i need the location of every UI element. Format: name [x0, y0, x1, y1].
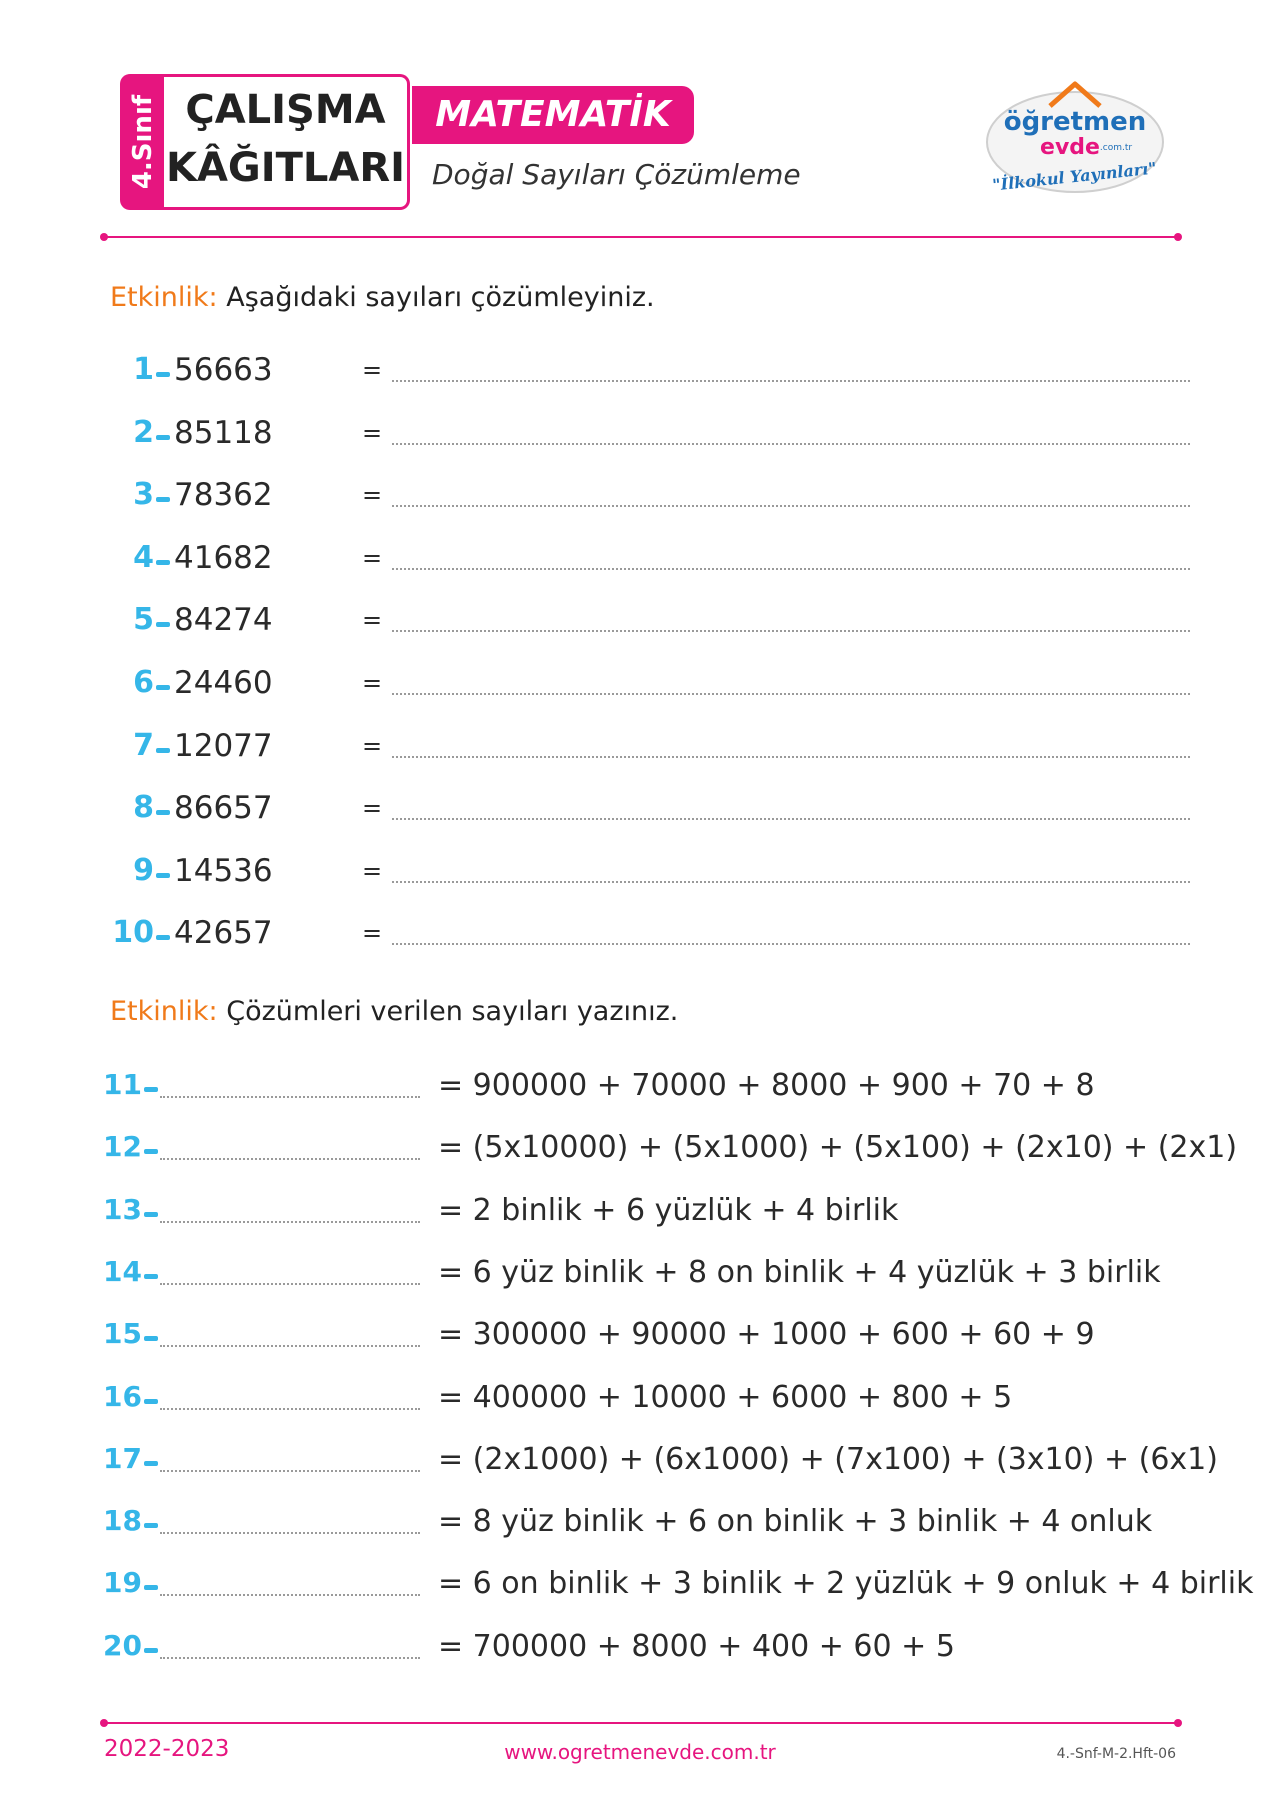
exercise-row: [98, 1441, 1218, 1488]
exercise-number: 4: [133, 539, 154, 575]
answer-blank[interactable]: [160, 1345, 420, 1347]
given-number: 12077: [174, 727, 273, 764]
equals-sign: =: [362, 669, 383, 697]
number-dash: [144, 1523, 158, 1528]
exercise-row: [110, 602, 1190, 648]
exercise-number: 5: [133, 602, 154, 638]
equals-sign: =: [362, 794, 383, 823]
exercise-number: 16: [103, 1379, 142, 1413]
exercise-number: 17: [103, 1441, 142, 1475]
exercise-number: 13: [103, 1192, 142, 1226]
equals-sign: =: [362, 919, 383, 948]
exercise-number: 14: [103, 1254, 142, 1288]
number-dash: [144, 1212, 158, 1217]
number-dash: [156, 497, 170, 502]
exercise-row: [98, 1068, 1188, 1114]
exercise-row: [98, 1193, 1188, 1239]
exercise-row: [110, 790, 1190, 836]
exercise-row: [110, 477, 1190, 523]
number-dash: [144, 1087, 158, 1092]
exercise-number: 8: [133, 790, 154, 826]
title-line-1: ÇALIŞMA: [185, 87, 386, 133]
activity-2-instruction: Çözümleri verilen sayıları yazınız.: [226, 996, 679, 1027]
number-dash: [156, 873, 170, 878]
subject-badge: MATEMATİK: [412, 86, 694, 144]
equals-sign: =: [362, 731, 383, 760]
answer-line[interactable]: [392, 693, 1190, 695]
logo-text-ogretmen: öğretmen: [1003, 107, 1147, 137]
given-number: 14536: [174, 852, 273, 889]
footer-url: www.ogretmenevde.com.tr: [504, 1740, 776, 1764]
footer-year: 2022-2023: [104, 1736, 230, 1762]
activity-1-instruction: Aşağıdaki sayıları çözümleyiniz.: [226, 282, 655, 313]
given-number: 86657: [174, 790, 273, 827]
activity-1-heading: [110, 282, 655, 313]
footer-divider: [104, 1722, 1178, 1724]
number-dash: [144, 1461, 158, 1466]
exercise-row: [98, 1317, 1188, 1363]
activity-2-heading: [110, 996, 678, 1027]
equals-sign: =: [362, 606, 383, 635]
expanded-form: = 8 yüz binlik + 6 on binlik + 3 binlik + 4 onluk: [438, 1504, 1153, 1540]
given-number: 42657: [174, 915, 273, 952]
answer-blank[interactable]: [160, 1594, 420, 1596]
exercise-number: 9: [133, 852, 154, 888]
number-dash: [156, 372, 170, 377]
expanded-form: = 400000 + 10000 + 6000 + 800 + 5: [438, 1379, 1013, 1415]
answer-blank[interactable]: [160, 1158, 420, 1160]
answer-blank[interactable]: [160, 1470, 420, 1472]
exercise-row: [98, 1629, 1188, 1675]
worksheet-title-box: [164, 74, 410, 210]
exercise-row: [98, 1566, 1254, 1612]
exercise-number: 11: [103, 1068, 142, 1101]
number-dash: [156, 685, 170, 690]
equals-sign: =: [362, 481, 383, 510]
answer-blank[interactable]: [160, 1532, 420, 1534]
exercise-row: [98, 1504, 1188, 1550]
expanded-form: = (2x1000) + (6x1000) + (7x100) + (3x10) + (6x1): [438, 1441, 1218, 1477]
answer-line[interactable]: [392, 380, 1190, 382]
topic-title: Doğal Sayıları Çözümleme: [432, 158, 801, 191]
activity-1-tag: Etkinlik:: [110, 282, 218, 313]
number-dash: [144, 1274, 158, 1279]
answer-line[interactable]: [392, 756, 1190, 758]
exercise-number: 6: [133, 665, 154, 700]
exercise-row: [110, 853, 1190, 899]
number-dash: [144, 1336, 158, 1341]
title-line-2: KÂĞITLARI: [165, 145, 406, 191]
exercise-number: 10: [112, 915, 154, 951]
expanded-form: = 2 binlik + 6 yüzlük + 4 birlik: [438, 1192, 899, 1228]
answer-blank[interactable]: [160, 1221, 420, 1223]
exercise-row: [110, 728, 1190, 774]
answer-blank[interactable]: [160, 1096, 420, 1098]
exercise-row: [110, 415, 1190, 461]
expanded-form: = 300000 + 90000 + 1000 + 600 + 60 + 9: [438, 1317, 1095, 1353]
exercise-number: 3: [133, 477, 154, 513]
number-dash: [144, 1648, 158, 1653]
answer-blank[interactable]: [160, 1283, 420, 1285]
exercise-number: 19: [103, 1566, 142, 1600]
number-dash: [144, 1585, 158, 1590]
exercise-number: 20: [103, 1628, 142, 1662]
number-dash: [156, 622, 170, 627]
given-number: 56663: [174, 352, 273, 388]
number-dash: [144, 1399, 158, 1404]
exercise-number: 18: [103, 1504, 142, 1538]
expanded-form: = 6 yüz binlik + 8 on binlik + 4 yüzlük + 3 birlik: [438, 1254, 1161, 1290]
expanded-form: = (5x10000) + (5x1000) + (5x100) + (2x10) + (2x1): [438, 1130, 1238, 1166]
given-number: 41682: [174, 539, 273, 576]
answer-line[interactable]: [392, 568, 1190, 570]
exercise-number: 1: [133, 352, 154, 387]
number-dash: [156, 748, 170, 753]
exercise-number: 12: [103, 1130, 142, 1164]
expanded-form: = 6 on binlik + 3 binlik + 2 yüzlük + 9 onluk + 4 birlik: [438, 1566, 1254, 1602]
expanded-form: = 700000 + 8000 + 400 + 60 + 5: [438, 1628, 955, 1664]
activity-2-tag: Etkinlik:: [110, 996, 218, 1027]
answer-blank[interactable]: [160, 1657, 420, 1659]
exercise-row: [110, 352, 1190, 398]
answer-line[interactable]: [392, 818, 1190, 820]
number-dash: [156, 810, 170, 815]
exercise-number: 15: [103, 1317, 142, 1351]
number-dash: [144, 1149, 158, 1154]
grade-label: 4.Sınıf: [128, 94, 158, 190]
equals-sign: =: [362, 543, 383, 572]
answer-line[interactable]: [392, 881, 1190, 883]
grade-tab: [120, 74, 166, 210]
given-number: 78362: [174, 477, 273, 514]
exercise-number: 7: [133, 727, 154, 763]
number-dash: [156, 935, 170, 940]
header-divider: [104, 236, 1178, 238]
expanded-form: = 900000 + 70000 + 8000 + 900 + 70 + 8: [438, 1068, 1095, 1103]
exercise-row: [110, 665, 1190, 711]
answer-line[interactable]: [392, 943, 1190, 945]
given-number: 24460: [174, 665, 273, 701]
logo-text-domain: .com.tr: [1099, 143, 1133, 153]
given-number: 85118: [174, 414, 273, 451]
equals-sign: =: [362, 356, 383, 384]
exercise-row: [98, 1130, 1238, 1176]
exercise-row: [110, 915, 1190, 961]
exercise-row: [98, 1380, 1188, 1426]
number-dash: [156, 560, 170, 565]
exercise-row: [98, 1255, 1188, 1301]
exercise-row: [110, 540, 1190, 586]
exercise-number: 2: [133, 414, 154, 450]
answer-line[interactable]: [392, 443, 1190, 445]
answer-line[interactable]: [392, 505, 1190, 507]
logo-tagline: "İlkokul Yayınları": [991, 158, 1158, 195]
number-dash: [156, 435, 170, 440]
given-number: 84274: [174, 602, 273, 639]
equals-sign: =: [362, 856, 383, 885]
footer-code: 4.-Snf-M-2.Hft-06: [1056, 1746, 1176, 1762]
logo-text-evde: evde: [1040, 135, 1100, 160]
answer-line[interactable]: [392, 630, 1190, 632]
publisher-logo: [980, 66, 1170, 216]
equals-sign: =: [362, 418, 383, 447]
answer-blank[interactable]: [160, 1408, 420, 1410]
